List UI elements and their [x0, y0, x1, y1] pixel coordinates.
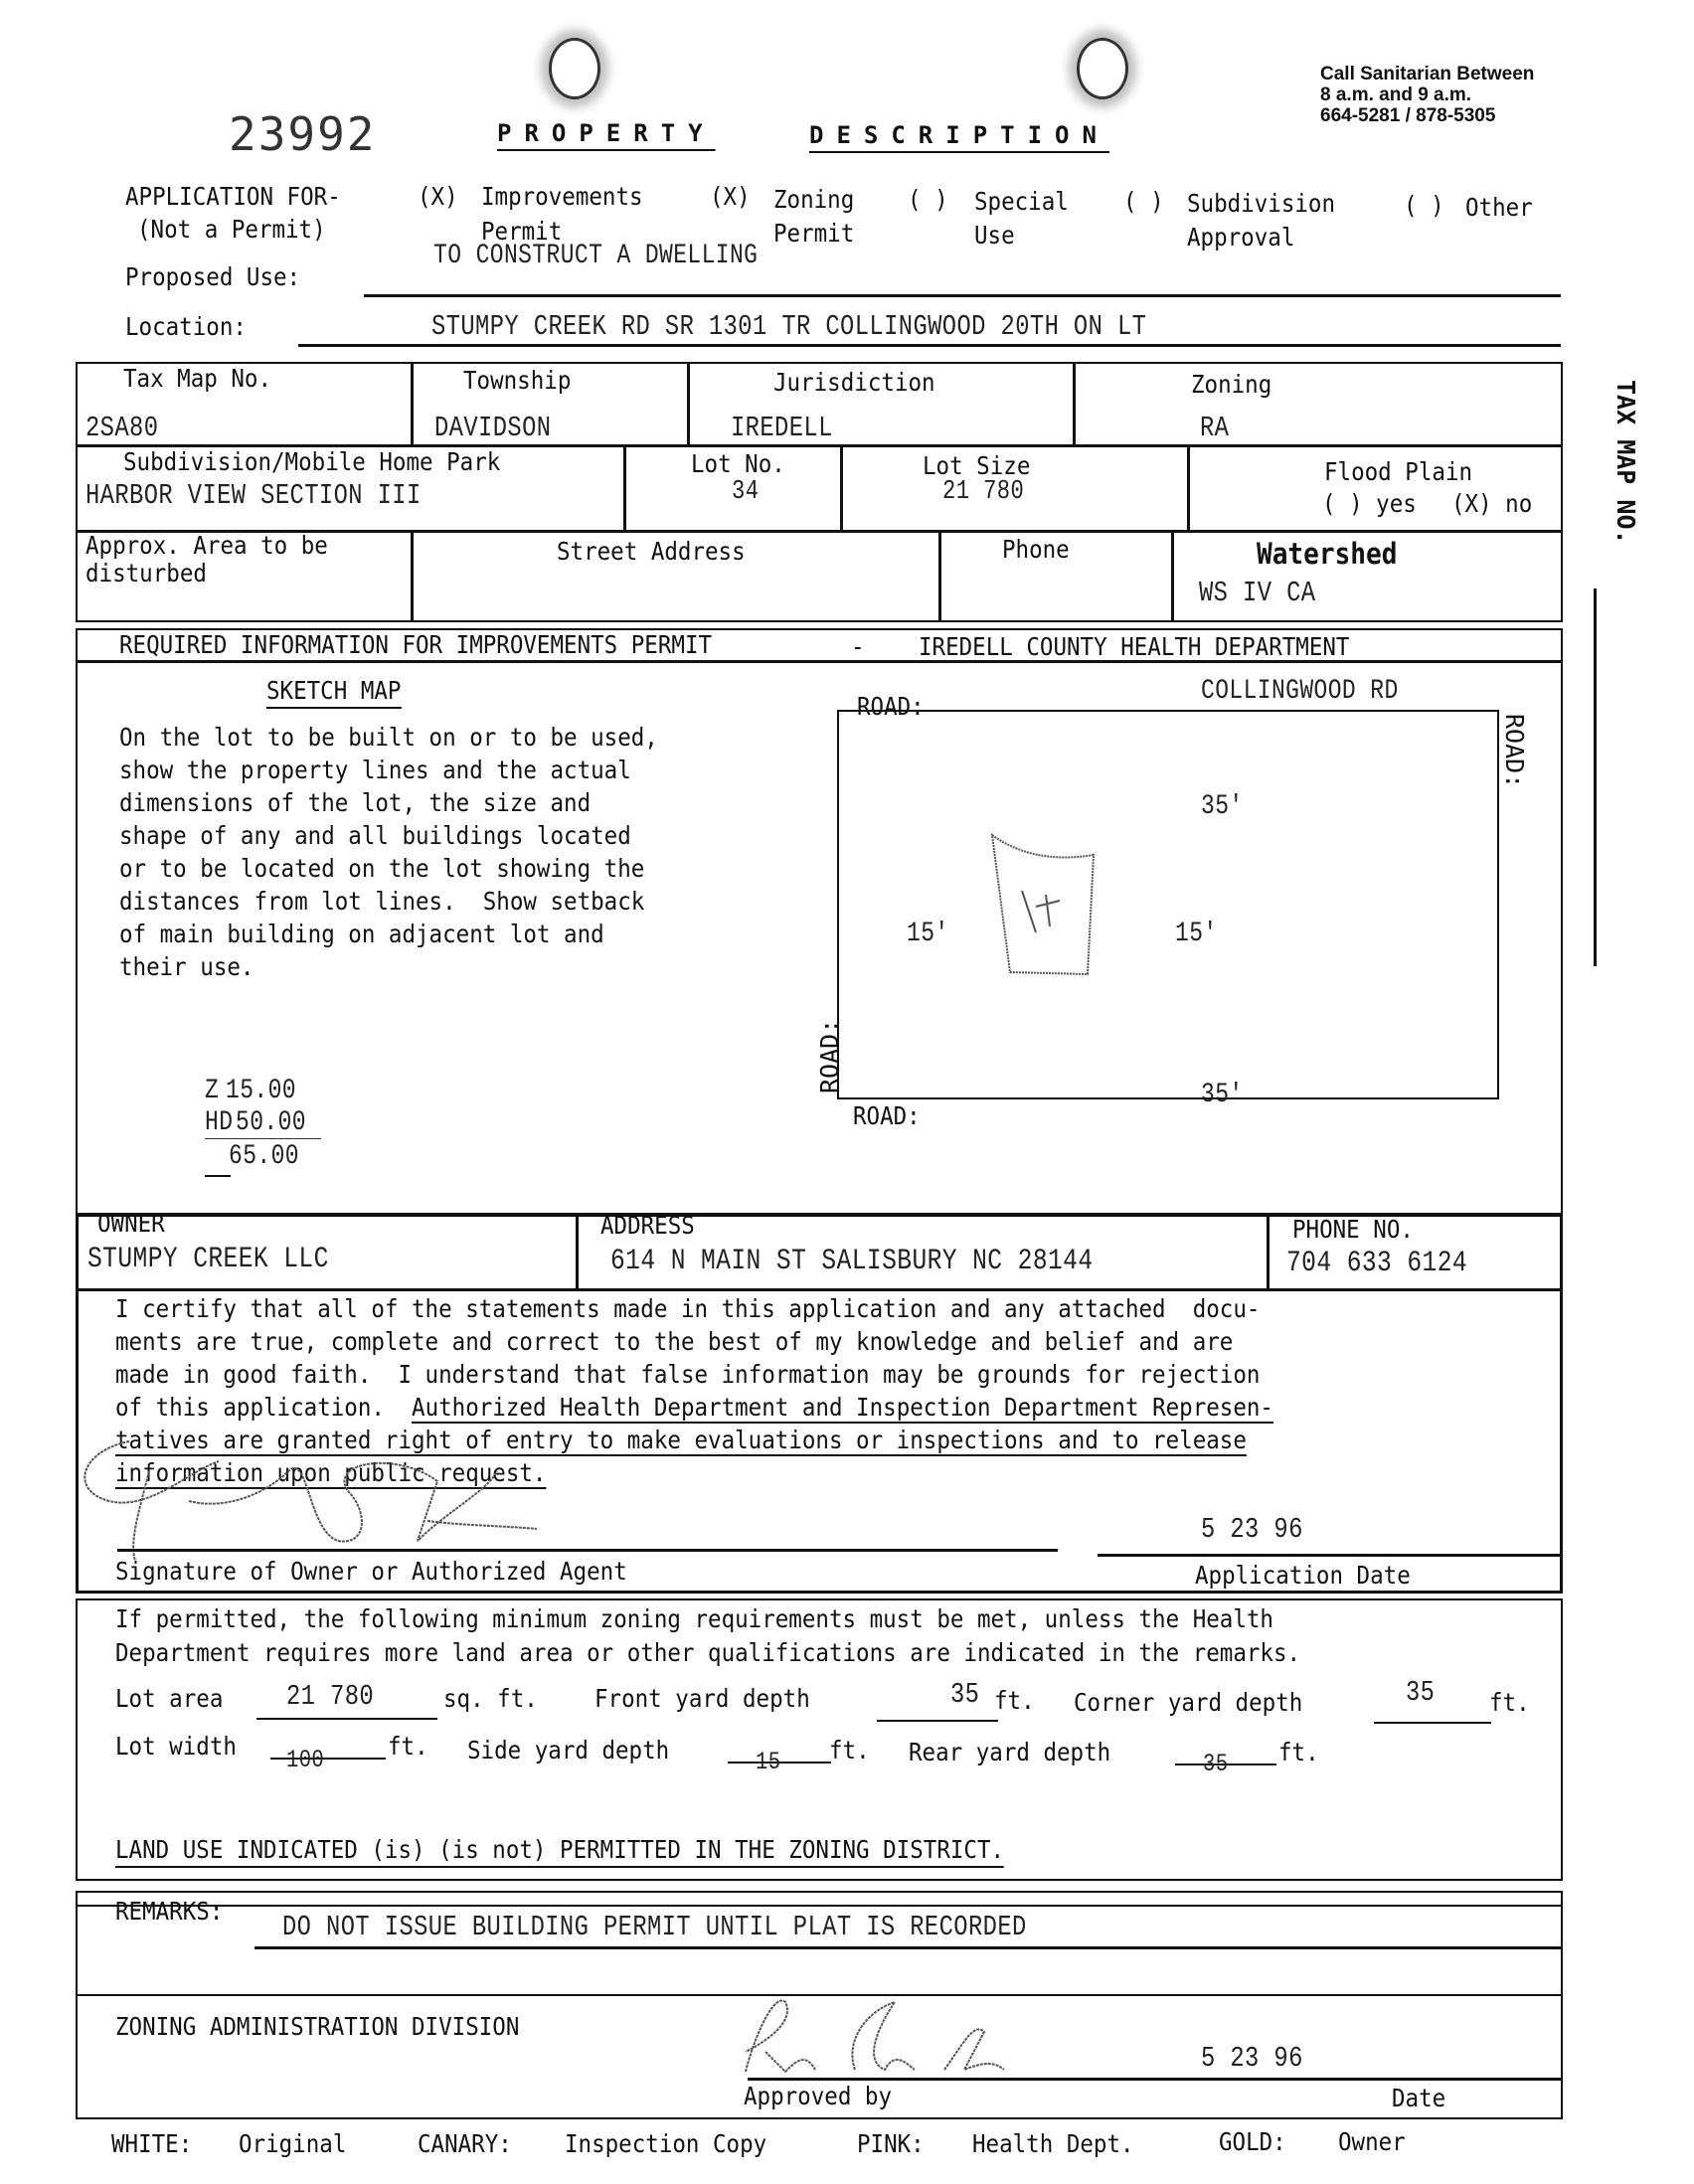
instruction-line: or to be located on the lot showing the	[119, 854, 645, 883]
lot-no-label: Lot No.	[691, 449, 785, 478]
land-use-statement: LAND USE INDICATED (is) (is not) PERMITTED IN THE ZONING DISTRICT.	[115, 1835, 1004, 1868]
right-setback: 15'	[1175, 919, 1218, 949]
township-value[interactable]: DAVIDSON	[434, 412, 552, 444]
remarks-label: REMARKS:	[115, 1897, 224, 1926]
instruction-line: On the lot to be built on or to be used,	[119, 723, 658, 752]
signature-label: Signature of Owner or Authorized Agent	[115, 1557, 627, 1586]
tax-map-value[interactable]: 2SA80	[85, 412, 159, 444]
road-top-value[interactable]: COLLINGWOOD RD	[1201, 676, 1399, 707]
jurisdiction-label: Jurisdiction	[773, 368, 935, 397]
jurisdiction-value[interactable]: IREDELL	[731, 412, 833, 444]
flood-plain-yes[interactable]: ( ) yes	[1322, 489, 1417, 518]
phone-label: Phone	[1002, 535, 1070, 564]
instruction-line: their use.	[119, 952, 254, 981]
approved-by-line	[748, 2078, 1563, 2081]
copy-pink-purpose: Health Dept.	[972, 2129, 1134, 2158]
flood-plain-no[interactable]: (X) no	[1451, 489, 1533, 518]
sketch-map-title: SKETCH MAP	[266, 676, 401, 709]
remarks-underline	[254, 1946, 1563, 1949]
cert-line-start: of this application.	[115, 1393, 413, 1422]
side-yard-label: Side yard depth	[467, 1736, 670, 1764]
option-subdivision-line2: Approval	[1187, 223, 1295, 252]
fee-line-total	[229, 1141, 315, 1172]
remarks-section	[76, 1891, 1563, 1996]
col-divider	[1267, 1214, 1270, 1289]
checkbox-special-use[interactable]: ( )	[908, 185, 948, 214]
location-label: Location:	[125, 312, 247, 341]
checkbox-zoning[interactable]: (X)	[710, 182, 751, 211]
fee-total-amount: 65.00	[229, 1141, 299, 1172]
rear-setback: 35'	[1201, 1080, 1244, 1110]
owner-label: OWNER	[97, 1209, 165, 1238]
checkbox-improvements[interactable]: (X)	[418, 182, 458, 211]
instruction-line: distances from lot lines. Show setback	[119, 887, 645, 916]
watershed-label: Watershed	[1257, 537, 1398, 571]
sanitarian-line-1: Call Sanitarian Between	[1320, 64, 1535, 84]
proposed-use-underline	[364, 294, 1561, 297]
not-a-permit-label: (Not a Permit)	[137, 215, 326, 244]
fee-code: HD	[205, 1107, 234, 1138]
fee-line-zoning	[205, 1076, 311, 1106]
road-left-label: ROAD:	[815, 1018, 844, 1093]
improvements-heading-left: REQUIRED INFORMATION FOR IMPROVEMENTS PERMIT	[119, 630, 713, 659]
option-subdivision-line1: Subdivision	[1187, 189, 1336, 218]
fee-amount: 15.00	[225, 1076, 296, 1106]
remarks-value[interactable]: DO NOT ISSUE BUILDING PERMIT UNTIL PLAT IS RECORDED	[282, 1911, 1027, 1943]
flood-plain-label: Flood Plain	[1324, 457, 1473, 486]
option-improvements-line2: Permit	[481, 217, 563, 246]
application-for-label: APPLICATION FOR-	[125, 182, 341, 211]
col-divider	[576, 1214, 579, 1289]
copy-gold-purpose: Owner	[1338, 2127, 1406, 2156]
side-yard-unit: ft.	[829, 1736, 870, 1764]
col-divider	[687, 362, 690, 445]
left-setback: 15'	[907, 919, 949, 949]
fee-total-mark	[205, 1175, 231, 1177]
cert-line: made in good faith. I understand that false information may be grounds for rejection	[115, 1360, 1261, 1389]
cert-line	[115, 1391, 1273, 1424]
road-right-label: ROAD:	[1500, 714, 1529, 789]
lot-width-unit: ft.	[388, 1732, 428, 1761]
option-zoning-line2: Permit	[773, 219, 855, 248]
zoning-intro-1: If permitted, the following minimum zoning requirements must be met, unless the Health	[115, 1604, 1273, 1633]
location-underline	[298, 344, 1561, 347]
zoning-intro-2: Department requires more land area or other qualifications are indicated in the remarks.	[115, 1638, 1301, 1667]
checkbox-subdivision[interactable]: ( )	[1123, 187, 1164, 216]
lot-area-unit: sq. ft.	[443, 1684, 538, 1713]
sanitarian-line-3: 664-5281 / 878-5305	[1320, 105, 1496, 126]
form-number: 23992	[229, 107, 377, 161]
owner-row-bottom	[76, 1288, 1563, 1291]
improvements-heading-dash: -	[851, 632, 865, 661]
location-value[interactable]: STUMPY CREEK RD SR 1301 TR COLLINGWOOD 20TH ON LT	[431, 310, 1147, 343]
col-divider	[411, 362, 414, 445]
tax-map-no-side-line	[1594, 588, 1597, 966]
cert-underlined-1: Authorized Health Department and Inspection Department Represen-	[412, 1393, 1273, 1422]
zoning-value[interactable]: RA	[1200, 412, 1230, 444]
lot-width-label: Lot width	[115, 1732, 237, 1761]
signature-line	[117, 1549, 1058, 1552]
approval-date-value[interactable]: 5 23 96	[1201, 2042, 1303, 2075]
approved-by-label: Approved by	[744, 2082, 893, 2110]
application-date-value[interactable]: 5 23 96	[1201, 1513, 1303, 1546]
subdivision-value[interactable]: HARBOR VIEW SECTION III	[85, 479, 422, 512]
address-label: ADDRESS	[600, 1211, 695, 1240]
copy-gold-color: GOLD:	[1219, 2127, 1286, 2156]
corner-yard-unit: ft.	[1489, 1688, 1530, 1717]
col-divider	[411, 530, 414, 622]
house-sketch	[984, 825, 1123, 984]
front-yard-value[interactable]: 35	[950, 1678, 980, 1711]
fee-amount: 50.00	[235, 1107, 306, 1138]
instruction-line: dimensions of the lot, the size and	[119, 788, 592, 817]
title-description: DESCRIPTION	[809, 121, 1109, 149]
improvements-heading-right: IREDELL COUNTY HEALTH DEPARTMENT	[919, 632, 1350, 661]
col-divider	[623, 444, 626, 531]
sanitarian-line-2: 8 a.m. and 9 a.m.	[1320, 84, 1472, 105]
house-h-mark	[1022, 891, 1060, 932]
street-address-label: Street Address	[557, 537, 746, 566]
punch-hole-left	[549, 38, 600, 99]
sanitarian-notice	[1320, 64, 1534, 126]
township-label: Township	[463, 366, 572, 395]
remarks-top-inner	[76, 1905, 1563, 1907]
subdivision-label: Subdivision/Mobile Home Park	[123, 447, 501, 476]
option-special-line2: Use	[974, 221, 1015, 250]
checkbox-other[interactable]: ( )	[1404, 191, 1444, 220]
instruction-line: show the property lines and the actual	[119, 756, 631, 784]
cert-right-border	[1560, 1214, 1563, 1592]
title-property: PROPERTY	[497, 119, 716, 147]
area-disturbed-label-1: Approx. Area to be	[85, 531, 328, 560]
punch-hole-right	[1077, 38, 1128, 99]
col-divider	[840, 444, 843, 531]
proposed-use-value[interactable]: TO CONSTRUCT A DWELLING	[433, 241, 759, 271]
owner-phone-label: PHONE NO.	[1292, 1215, 1414, 1244]
approval-date-label: Date	[1392, 2084, 1446, 2112]
corner-yard-blank	[1374, 1722, 1491, 1724]
owner-value[interactable]: STUMPY CREEK LLC	[87, 1243, 329, 1276]
cert-line: I certify that all of the statements made in this application and any attached docu-	[115, 1294, 1261, 1323]
zoning-label: Zoning	[1191, 370, 1272, 399]
instruction-line: shape of any and all buildings located	[119, 821, 631, 850]
lot-area-blank	[256, 1718, 437, 1720]
area-disturbed-label-2: disturbed	[85, 559, 207, 588]
col-divider	[1187, 444, 1190, 531]
copy-canary-color: CANARY:	[418, 2129, 512, 2158]
sketch-instructions	[119, 721, 718, 983]
front-yard-label: Front yard depth	[594, 1684, 810, 1713]
approver-signature	[736, 1992, 1034, 2082]
tax-map-label: Tax Map No.	[123, 364, 272, 393]
option-zoning-line1: Zoning	[773, 185, 855, 214]
road-bottom-label: ROAD:	[853, 1101, 921, 1130]
lot-no-value[interactable]: 34	[732, 477, 760, 507]
instruction-line: of main building on adjacent lot and	[119, 920, 604, 948]
lot-size-label: Lot Size	[923, 451, 1031, 480]
copy-white-purpose: Original	[239, 2129, 347, 2158]
lot-area-value[interactable]: 21 780	[286, 1680, 375, 1713]
option-other-line1: Other	[1465, 193, 1533, 222]
application-date-line	[1098, 1554, 1561, 1557]
address-value[interactable]: 614 N MAIN ST SALISBURY NC 28144	[610, 1245, 1094, 1278]
cert-bottom	[76, 1591, 1563, 1594]
cert-line: ments are true, complete and correct to the best of my knowledge and belief and are	[115, 1327, 1234, 1356]
zoning-division-label: ZONING ADMINISTRATION DIVISION	[115, 2012, 520, 2041]
rear-yard-unit: ft.	[1278, 1738, 1319, 1766]
corner-yard-label: Corner yard depth	[1074, 1688, 1303, 1717]
lot-width-value[interactable]: 100	[286, 1746, 325, 1774]
lot-area-label: Lot area	[115, 1684, 224, 1713]
col-divider	[1073, 362, 1076, 445]
fee-line-health	[205, 1107, 321, 1139]
front-setback: 35'	[1201, 791, 1244, 822]
copy-white-color: WHITE:	[111, 2129, 193, 2158]
tax-map-no-side-label: TAX MAP NO.	[1611, 380, 1640, 545]
col-divider	[1171, 530, 1174, 622]
copy-pink-color: PINK:	[857, 2129, 925, 2158]
lot-outline	[837, 710, 1499, 1099]
corner-yard-value[interactable]: 35	[1406, 1676, 1436, 1709]
option-improvements-permit[interactable]	[418, 182, 462, 211]
cert-underlined-2: tatives are granted right of entry to make evaluations or inspections and to release	[115, 1426, 1247, 1454]
fee-code: Z	[205, 1076, 220, 1106]
lot-size-value[interactable]: 21 780	[942, 477, 1025, 507]
proposed-use-label: Proposed Use:	[125, 262, 301, 291]
option-special-line1: Special	[974, 187, 1069, 216]
side-yard-value[interactable]: 15	[756, 1748, 781, 1776]
rear-yard-label: Rear yard depth	[909, 1738, 1111, 1766]
front-yard-blank	[877, 1720, 998, 1722]
front-yard-unit: ft.	[994, 1686, 1035, 1715]
copy-distribution	[111, 2129, 201, 2158]
road-top-label: ROAD:	[857, 692, 925, 721]
option-improvements-line1: Improvements	[481, 182, 643, 211]
owner-phone-value[interactable]: 704 633 6124	[1286, 1247, 1468, 1280]
application-date-label: Application Date	[1195, 1561, 1411, 1590]
watershed-value[interactable]: WS IV CA	[1199, 577, 1316, 609]
col-divider	[938, 530, 941, 622]
rear-yard-value[interactable]: 35	[1203, 1750, 1229, 1778]
cert-underlined-3: information upon public request.	[115, 1458, 547, 1487]
copy-canary-purpose: Inspection Copy	[565, 2129, 767, 2158]
